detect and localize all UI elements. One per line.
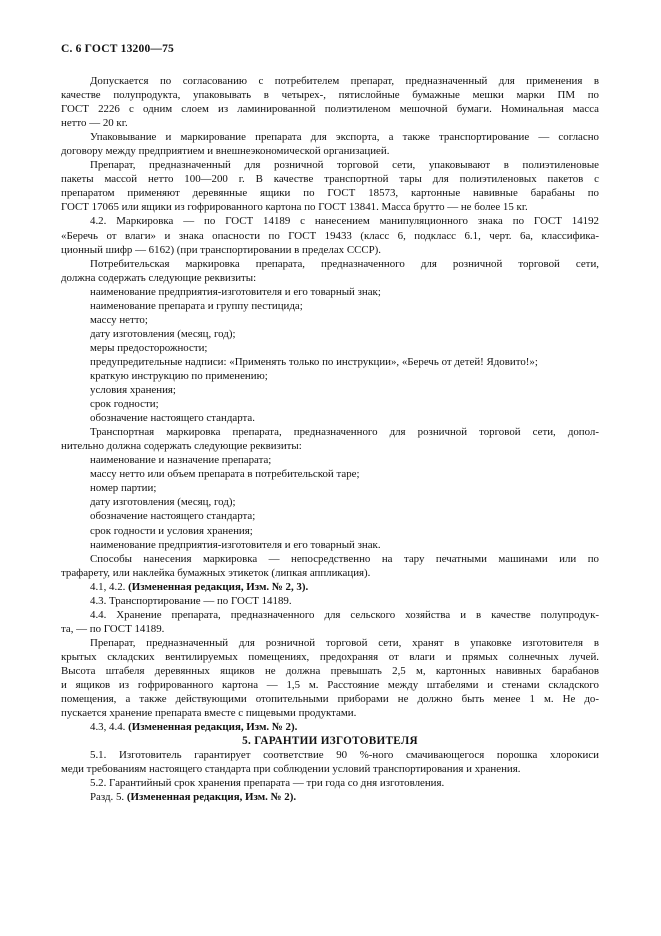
paragraph-line: ционный шифр — 6162) (при транспортировании в пределах СССР). xyxy=(61,243,382,256)
list-item: наименование препарата и группу пестицида; xyxy=(90,299,303,312)
list-item: массу нетто или объем препарата в потребительской таре; xyxy=(90,468,360,481)
paragraph: 5.2. Гарантийный срок хранения препарата — три года со дня изготовления. xyxy=(90,777,445,790)
document-body xyxy=(61,74,599,804)
paragraph: 4.4. Хранение препарата, предназначенного для сельского хозяйства и в качестве полупродук- xyxy=(90,608,599,621)
paragraph: 5.1. Изготовитель гарантирует соответствие 90 %-ного смачивающегося порошка хлорокиси xyxy=(90,749,599,762)
paragraph: Транспортная маркировка препарата, предназначенного для розничной торговой сети, допол- xyxy=(90,426,599,439)
amendment-number: 4.1, 4.2. xyxy=(90,580,126,593)
list-item: условия хранения; xyxy=(90,384,176,397)
paragraph-line: крытых складских вентилируемых помещениях, предохраняя от влаги и прямых солнечных лучей. xyxy=(61,650,599,663)
list-item: наименование предприятия-изготовителя и его товарный знак; xyxy=(90,285,381,298)
amendment-text: (Измененная редакция, Изм. № 2). xyxy=(126,791,297,804)
paragraph-line: Высота штабеля деревянных ящиков не должна превышать 2,5 м, картонных навивных барабанов xyxy=(61,664,599,677)
list-item: срок годности и условия хранения; xyxy=(90,524,253,537)
list-item: обозначение настоящего стандарта; xyxy=(90,510,256,523)
list-item: предупредительные надписи: «Применять только по инструкции», «Беречь от детей! Ядовито!»; xyxy=(90,355,538,368)
paragraph-line: трафарету, или наклейка бумажных этикеток (липкая аппликация). xyxy=(61,566,371,579)
amendment-note xyxy=(61,580,599,594)
paragraph-line: ГОСТ 17065 или ящики из гофрированного картона по ГОСТ 13841. Масса брутто — не более 15 кг. xyxy=(61,201,528,214)
paragraph: Способы нанесения маркировка — непосредственно на тару печатными машинами или по xyxy=(90,552,599,565)
paragraph: Допускается по согласованию с потребителем препарат, предназначенный для применения в xyxy=(90,75,599,87)
paragraph-line: «Беречь от влаги» и знака опасности по ГОСТ 19433 (класс 6, подкласс 6.1, черт. 6а, классифика- xyxy=(61,229,599,242)
paragraph: 4.3. Транспортирование — по ГОСТ 14189. xyxy=(90,594,292,607)
paragraph-line: помещения, а также действующими отопительными приборами не должно быть менее 1 м. Не до- xyxy=(61,693,599,706)
paragraph-line: препаратом применяют деревянные ящики по ГОСТ 18573, картонные навивные барабаны по xyxy=(61,187,599,200)
page-header: С. 6 ГОСТ 13200—75 xyxy=(61,43,174,55)
paragraph-line: нительно должна содержать следующие реквизиты: xyxy=(61,440,302,453)
list-item: краткую инструкцию по применению; xyxy=(90,369,268,382)
list-item: номер партии; xyxy=(90,482,157,495)
paragraph: Потребительская маркировка препарата, предназначенного для розничной торговой сети, xyxy=(90,257,599,270)
paragraph-line: нетто — 20 кг. xyxy=(61,117,128,130)
section-title: 5. ГАРАНТИИ ИЗГОТОВИТЕЛЯ xyxy=(242,735,418,748)
list-item: массу нетто; xyxy=(90,313,148,326)
paragraph-line: меди требованиям настоящего стандарта при соблюдении условий транспортирования и хранения. xyxy=(61,763,521,776)
amendment-note xyxy=(61,790,599,804)
paragraph: 4.2. Маркировка — по ГОСТ 14189 с нанесением манипуляционного знака по ГОСТ 14192 xyxy=(90,215,599,228)
list-item: дату изготовления (месяц, год); xyxy=(90,496,236,509)
paragraph-line: и ящиков из гофрированного картона — 1,5 м. Расстояние между штабелями и стенами складского xyxy=(61,679,599,692)
paragraph-line: договору между предприятием и внешнеэкономической организацией. xyxy=(61,145,390,158)
amendment-number: Разд. 5. xyxy=(90,791,125,804)
list-item: срок годности; xyxy=(90,398,159,411)
paragraph: Препарат, предназначенный для розничной торговой сети, упаковывают в полиэтиленовые xyxy=(90,159,599,172)
paragraph: Препарат, предназначенный для розничной торговой сети, хранят в упаковке изготовителя в xyxy=(90,636,599,649)
paragraph: Упаковывание и маркирование препарата для экспорта, а также транспортирование — согласно xyxy=(90,131,599,144)
paragraph-line: должна содержать следующие реквизиты: xyxy=(61,271,257,284)
paragraph-line: пакеты массой нетто 100—200 г. В качестве транспортной тары для полиэтиленовых пакетов с xyxy=(61,173,599,186)
list-item: наименование предприятия-изготовителя и его товарный знак. xyxy=(90,538,381,551)
list-item: наименование и назначение препарата; xyxy=(90,454,272,467)
amendment-number: 4.3, 4.4. xyxy=(90,721,126,734)
amendment-text: (Измененная редакция, Изм. № 2). xyxy=(128,721,298,734)
paragraph-line: качестве полупродукта, упаковывать в четырех-, пятислойные бумажные мешки марки ПМ по xyxy=(61,89,599,102)
list-item: обозначение настоящего стандарта. xyxy=(90,412,255,425)
paragraph-line: ГОСТ 2226 с одним слоем из ламинированной полиэтиленом мешочной бумаги. Номинальная масса xyxy=(61,103,599,116)
amendment-note xyxy=(61,720,599,734)
amendment-text: (Измененная редакция, Изм. № 2, 3). xyxy=(128,580,309,593)
list-item: дату изготовления (месяц, год); xyxy=(90,327,236,340)
paragraph-line: пускается хранение препарата вместе с пищевыми продуктами. xyxy=(61,707,357,720)
list-item: меры предосторожности; xyxy=(90,341,208,354)
paragraph-line: та, — по ГОСТ 14189. xyxy=(61,622,165,635)
